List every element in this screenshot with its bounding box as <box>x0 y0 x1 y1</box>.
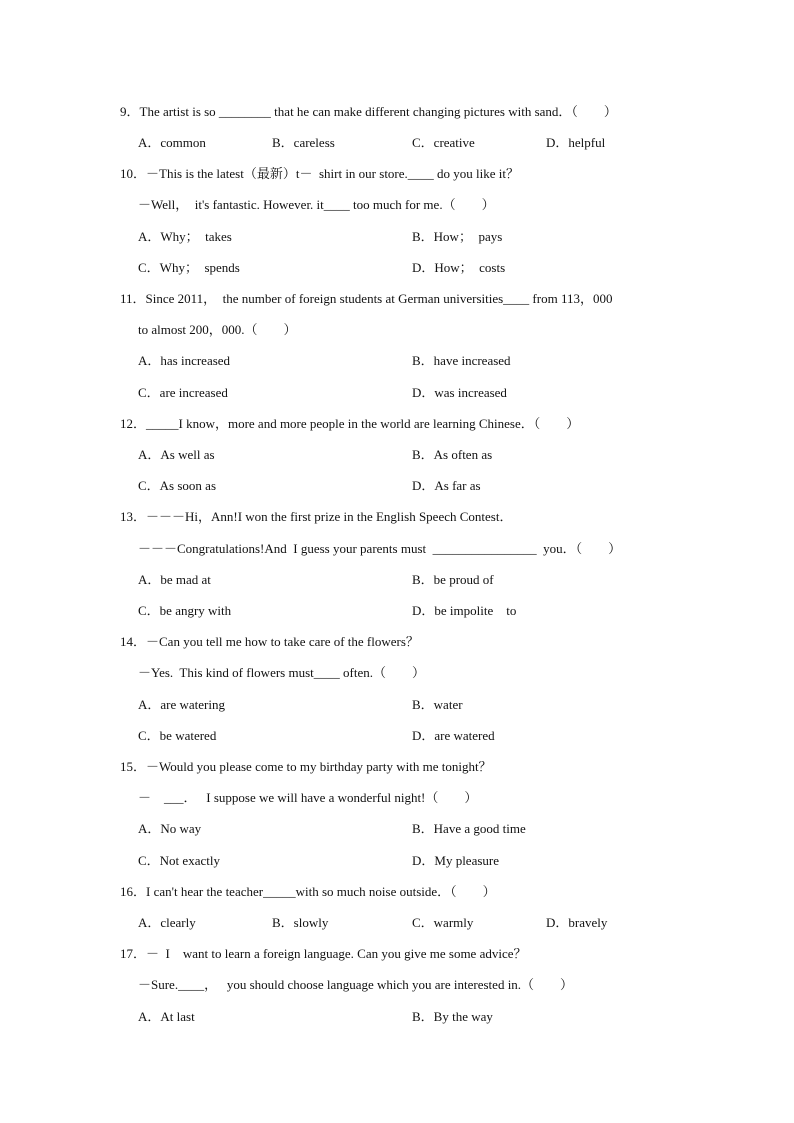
question-10-text-2: －Well， it's fantastic. However. it____ too much for me.（ ） <box>138 197 495 212</box>
question-14-text: 14．－Can you tell me how to take care of the flowers？ <box>120 634 419 649</box>
q12-option-c[interactable]: C．As soon as <box>138 478 217 493</box>
q13-option-b[interactable]: B．be proud of <box>412 572 494 587</box>
q16-option-b[interactable]: B．slowly <box>272 915 329 930</box>
q16-option-d[interactable]: D．bravely <box>546 915 608 930</box>
question-17-text: 17．－ I want to learn a foreign language. Can you give me some advice？ <box>120 946 527 961</box>
q10-option-b[interactable]: B．How； pays <box>412 229 503 244</box>
q12-option-b[interactable]: B．As often as <box>412 447 493 462</box>
q16-option-c[interactable]: C．warmly <box>412 915 474 930</box>
q10-option-c[interactable]: C．Why； spends <box>138 260 240 275</box>
question-13-text: 13．－－－Hi，Ann!I won the first prize in the English Speech Contest． <box>120 509 513 524</box>
q15-option-a[interactable]: A．No way <box>138 821 202 836</box>
q14-option-d[interactable]: D．are watered <box>412 728 495 743</box>
q13-option-a[interactable]: A．be mad at <box>138 572 211 587</box>
q11-option-b[interactable]: B．have increased <box>412 353 511 368</box>
q13-option-c[interactable]: C．be angry with <box>138 603 232 618</box>
question-15-text-2: － ___． I suppose we will have a wonderful night!（ ） <box>138 790 478 805</box>
question-17-text-2: －Sure.____， you should choose language which you are interested in.（ ） <box>138 977 574 992</box>
question-12-text: 12．_____I know，more and more people in the world are learning Chinese．（ ） <box>120 416 580 431</box>
q9-option-a[interactable]: A．common <box>138 135 206 150</box>
q11-option-d[interactable]: D．was increased <box>412 385 507 400</box>
q15-option-c[interactable]: C．Not exactly <box>138 853 220 868</box>
q15-option-d[interactable]: D．My pleasure <box>412 853 500 868</box>
q11-option-c[interactable]: C．are increased <box>138 385 228 400</box>
q12-option-d[interactable]: D．As far as <box>412 478 481 493</box>
question-14-text-2: －Yes. This kind of flowers must____ often.（ ） <box>138 665 425 680</box>
q10-option-a[interactable]: A．Why； takes <box>138 229 232 244</box>
question-13-text-2: －－－Congratulations!And I guess your parents must ________________ you．（ ） <box>138 541 622 556</box>
question-16-text: 16．I can't hear the teacher_____with so much noise outside．（ ） <box>120 884 496 899</box>
q14-option-a[interactable]: A．are watering <box>138 697 225 712</box>
question-15-text: 15．－Would you please come to my birthday party with me tonight？ <box>120 759 492 774</box>
q9-option-b[interactable]: B．careless <box>272 135 335 150</box>
q9-option-c[interactable]: C．creative <box>412 135 475 150</box>
q10-option-d[interactable]: D．How； costs <box>412 260 506 275</box>
q9-option-d[interactable]: D．helpful <box>546 135 606 150</box>
q16-option-a[interactable]: A．clearly <box>138 915 196 930</box>
question-11-text-2: to almost 200，000.（ ） <box>138 322 297 337</box>
question-11-text: 11．Since 2011， the number of foreign students at German universities____ from 113，000 <box>120 291 613 306</box>
q12-option-a[interactable]: A．As well as <box>138 447 215 462</box>
q15-option-b[interactable]: B．Have a good time <box>412 821 526 836</box>
q17-option-a[interactable]: A．At last <box>138 1009 195 1024</box>
question-10-text: 10．－This is the latest（最新）t－ shirt in our store.____ do you like it？ <box>120 166 520 181</box>
q14-option-b[interactable]: B．water <box>412 697 463 712</box>
q11-option-a[interactable]: A．has increased <box>138 353 231 368</box>
question-9-text: 9．The artist is so ________ that he can make different changing pictures with sand．（ ） <box>120 104 617 119</box>
q17-option-b[interactable]: B．By the way <box>412 1009 493 1024</box>
q13-option-d[interactable]: D．be impolite to <box>412 603 517 618</box>
q14-option-c[interactable]: C．be watered <box>138 728 217 743</box>
